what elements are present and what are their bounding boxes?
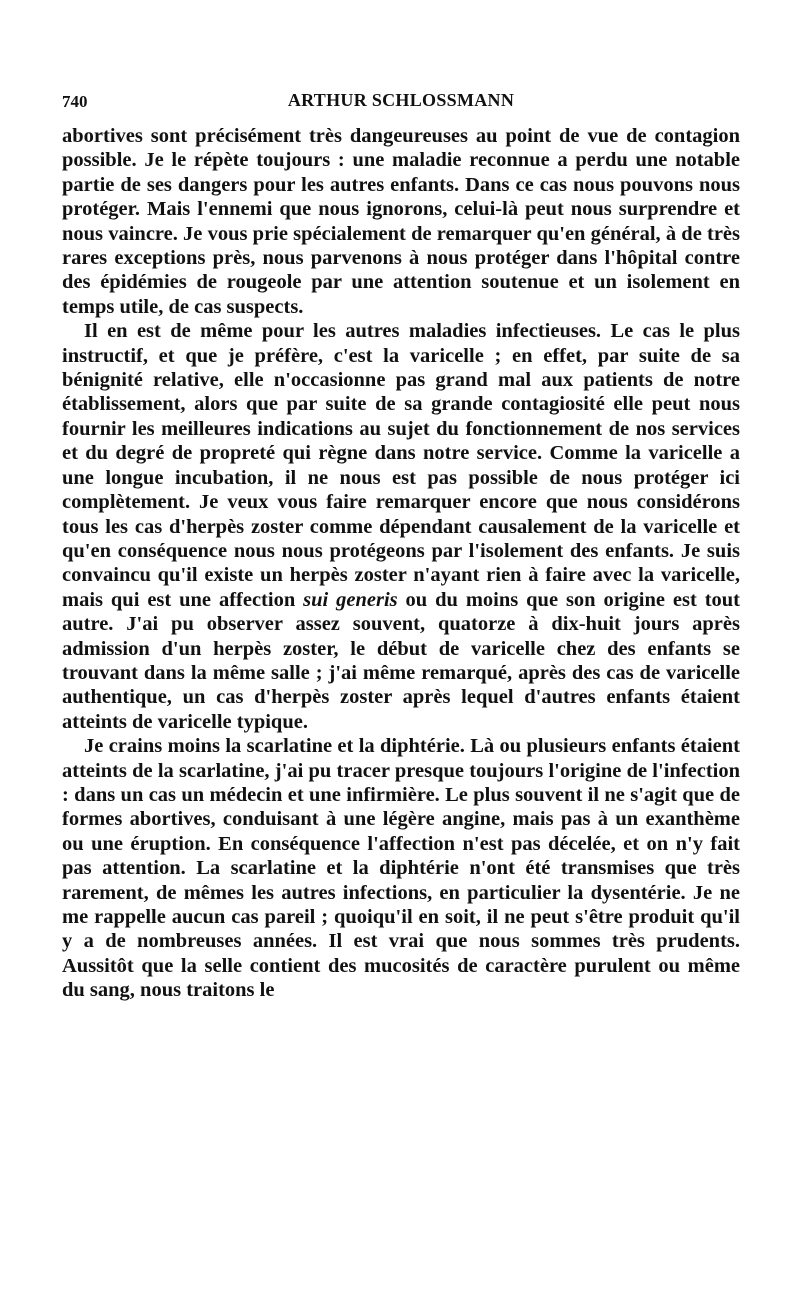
document-page <box>62 88 740 1003</box>
paragraph-3-text: Je crains moins la scarlatine et la diphtérie. Là ou plusieurs enfants étaient atteints de la scarlatine, j'ai pu tracer presque toujours l'origine de l'infection : dans un cas un médecin et une infirmière. Le plus souvent il ne s'agit que de formes abortives, conduisant à une légère angine, mais pas à un exanthème ou une éruption. En conséquence l'affection n'est pas décelée, et on n'y fait pas attention. La scarlatine et la diphtérie n'ont été transmises que très rarement, de mêmes les autres infections, en particulier la dysentérie. Je ne me rappelle aucun cas pareil ; quoiqu'il en soit, il ne peut s'être produit qu'il y a de nombreuses années. Il est vrai que nous sommes très prudents. Aussitôt que la selle contient des mucosités de caractère purulent ou même du sang, nous traitons le <box>62 735 740 1002</box>
paragraph-2-italic-term: sui generis <box>303 588 398 611</box>
running-head: ARTHUR SCHLOSSMANN <box>287 90 515 110</box>
page-number: 740 <box>62 92 88 111</box>
page-header <box>62 88 740 118</box>
paragraph-2-text-continued: ou du moins que son origine est tout autre. J'ai pu observer assez souvent, quatorze à dix-huit jours après admission d'un herpès zoster, le début de varicelle chez des enfants se trouvant dans la même salle ; j'ai même remarqué, après des cas de varicelle authentique, un cas d'herpès zoster après lequel d'autres enfants étaient atteints de varicelle typique. <box>62 588 741 733</box>
paragraph-1 <box>62 124 740 319</box>
paragraph-1-text: abortives sont précisément très dangeureuses au point de vue de contagion possible. Je le répète toujours : une maladie reconnue a perdu une notable partie de ses dangers pour les autres enfants. Dans ce cas nous pouvons nous protéger. Mais l'ennemi que nous ignorons, celui-là peut nous surprendre et nous vaincre. Je vous prie spécialement de remarquer qu'en général, à de très rares exceptions près, nous parvenons à nous protéger dans l'hôpital contre des épidémies de rougeole par une attention soutenue et un isolement en temps utile, de cas suspects. <box>62 125 740 318</box>
paragraph-2-text: Il en est de même pour les autres maladies infectieuses. Le cas le plus instructif, et que je préfère, c'est la varicelle ; en effet, par suite de sa bénignité relative, elle n'occasionne pas grand mal aux patients de notre établissement, alors que par suite de sa grande contagiosité elle peut nous fournir les meilleures indications au sujet du fonctionnement de nos services et du degré de propreté qui règne dans notre service. Comme la varicelle a une longue incubation, il ne nous est pas possible de nous protéger ici complètement. Je veux vous faire remarquer encore que nous considérons tous les cas d'herpès zoster comme dépendant causalement de la varicelle et qu'en conséquence nous nous protégeons par l'isolement des enfants. Je suis convaincu qu'il existe un herpès zoster n'ayant rien à faire avec la varicelle, mais qui est une affection <box>62 320 740 611</box>
paragraph-3 <box>62 734 740 1002</box>
paragraph-2 <box>62 319 740 734</box>
